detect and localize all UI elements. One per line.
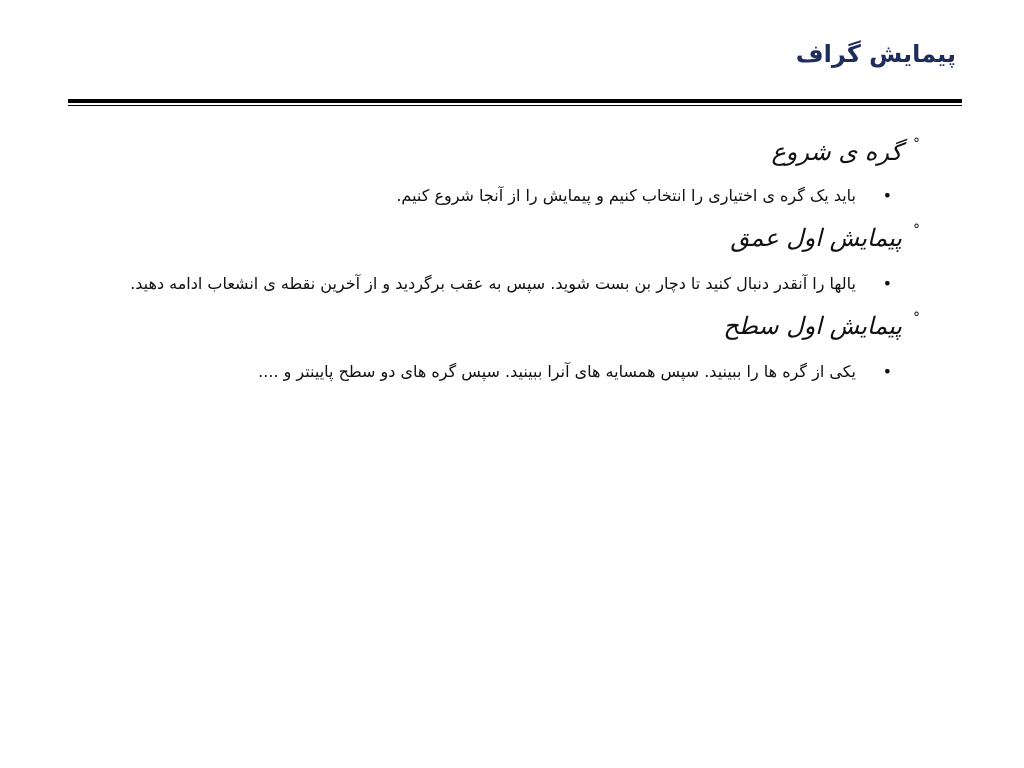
section-breadth-first bbox=[100, 308, 920, 390]
slide-title: پیمایش گراف bbox=[795, 40, 956, 68]
section-heading-text: پیمایش اول سطح bbox=[723, 312, 902, 340]
bullet-item bbox=[100, 354, 920, 390]
bullet-text: یکی از گره ها را ببینید. سپس همسایه های آنرا ببینید. سپس گره های دو سطح پایینتر و .... bbox=[258, 362, 856, 381]
slide-content bbox=[100, 130, 920, 390]
bullet-dot-icon: • bbox=[882, 362, 892, 381]
bullet-text: یالها را آنقدر دنبال کنید تا دچار بن بست شوید. سپس به عقب برگردید و از آخرین نقطه ی انشعاب ادامه دهید. bbox=[130, 274, 856, 293]
section-heading-text: پیمایش اول عمق bbox=[730, 224, 902, 252]
degree-marker-icon: ° bbox=[913, 136, 920, 152]
section-heading-text: گره ی شروع bbox=[771, 138, 902, 166]
section-heading bbox=[100, 134, 920, 170]
section-heading bbox=[100, 220, 920, 256]
title-divider-thin bbox=[68, 105, 962, 106]
bullet-list bbox=[100, 178, 920, 214]
bullet-dot-icon: • bbox=[882, 274, 892, 293]
bullet-dot-icon: • bbox=[882, 186, 892, 205]
bullet-list bbox=[100, 354, 920, 390]
bullet-list bbox=[100, 266, 920, 302]
bullet-item bbox=[100, 178, 920, 214]
degree-marker-icon: ° bbox=[913, 222, 920, 238]
title-divider-thick bbox=[68, 99, 962, 103]
section-start-node bbox=[100, 134, 920, 214]
degree-marker-icon: ° bbox=[913, 310, 920, 326]
bullet-text: باید یک گره ی اختیاری را انتخاب کنیم و پیمایش را از آنجا شروع کنیم. bbox=[396, 186, 856, 205]
section-heading bbox=[100, 308, 920, 344]
section-depth-first bbox=[100, 220, 920, 302]
bullet-item bbox=[100, 266, 920, 302]
